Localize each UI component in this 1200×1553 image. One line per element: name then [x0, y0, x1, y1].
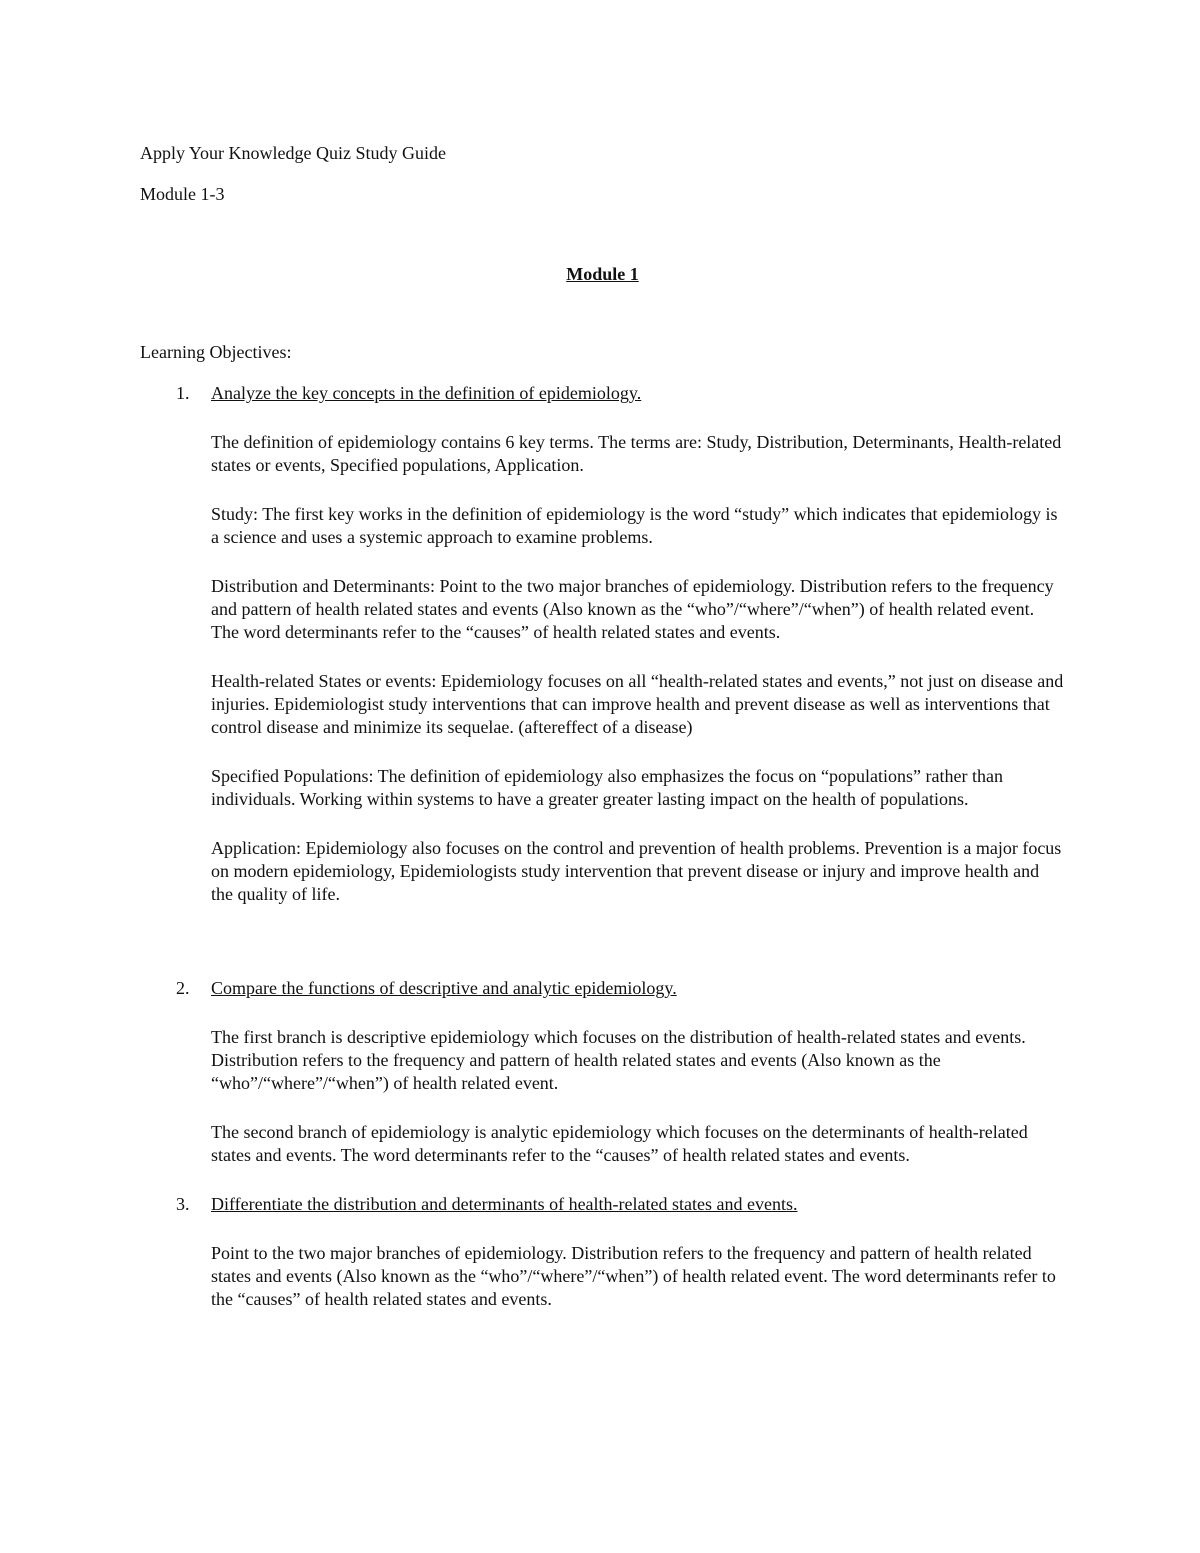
objective-paragraph: The second branch of epidemiology is analytic epidemiology which focuses on the determinants of health-related states and events. The word determinants refer to the “causes” of health related states and events.	[211, 1122, 1028, 1165]
objective-paragraph: Application: Epidemiology also focuses on the control and prevention of health problems. Prevention is a major focus on modern epidemiology, Epidemiologists study intervention that prevent disease or injury and improve health and the quality of life.	[211, 838, 1062, 904]
objective-paragraph: The definition of epidemiology contains 6 key terms. The terms are: Study, Distribution, Determinants, Health-related states or events, Specified populations, Application.	[211, 432, 1062, 475]
objective-number: 3.	[176, 1194, 190, 1214]
objective-number: 2.	[176, 978, 190, 998]
document-title: Apply Your Knowledge Quiz Study Guide	[140, 143, 446, 163]
module-heading: Module 1	[566, 264, 639, 284]
objective-paragraph: Study: The first key works in the definition of epidemiology is the word “study” which indicates that epidemiology is a science and uses a systemic approach to examine problems.	[211, 504, 1058, 547]
objective-title: Analyze the key concepts in the definition of epidemiology.	[211, 383, 642, 403]
objective-item	[140, 1193, 1065, 1311]
objective-item	[140, 382, 1065, 906]
objective-paragraph: The first branch is descriptive epidemiology which focuses on the distribution of health-related states and events. Distribution refers to the frequency and pattern of health related states and events (Also known as the “who”/“where”/“when”) of health related event.	[211, 1027, 1026, 1093]
objective-title: Compare the functions of descriptive and analytic epidemiology.	[211, 978, 677, 998]
document-subtitle: Module 1-3	[140, 184, 225, 204]
objective-paragraph: Point to the two major branches of epidemiology. Distribution refers to the frequency and pattern of health related states and events (Also known as the “who”/“where”/“when”) of health related event. The word determinants refer to the “causes” of health related states and events.	[211, 1243, 1056, 1309]
objective-title: Differentiate the distribution and determinants of health-related states and events.	[211, 1194, 798, 1214]
objective-paragraph: Specified Populations: The definition of epidemiology also emphasizes the focus on “populations” rather than individuals. Working within systems to have a greater greater lasting impact on the health of populations.	[211, 766, 1003, 809]
objective-paragraph: Health-related States or events: Epidemiology focuses on all “health-related states and events,” not just on disease and injuries. Epidemiologist study interventions that can improve health and prevent disease as well as interventions that control disease and minimize its sequelae. (aftereffect of a disease)	[211, 671, 1064, 737]
objective-paragraph: Distribution and Determinants: Point to the two major branches of epidemiology. Distribution refers to the frequency and pattern of health related states and events (Also known as the “who”/“where”/“when”) of health related event. The word determinants refer to the “causes” of health related states and events.	[211, 576, 1054, 642]
objective-number: 1.	[176, 383, 190, 403]
document-page	[140, 142, 1065, 1311]
objectives-label: Learning Objectives:	[140, 342, 292, 362]
objective-item	[140, 977, 1065, 1167]
